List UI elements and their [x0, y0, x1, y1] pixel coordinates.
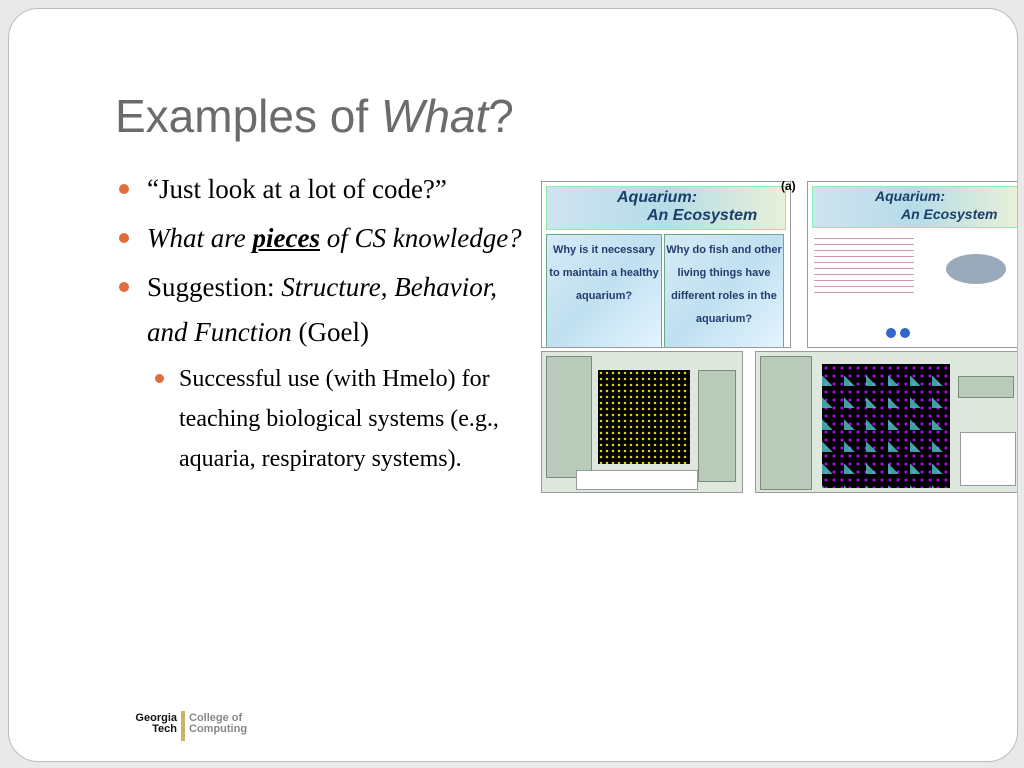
simulation-grid: [598, 370, 690, 464]
bullet-item: [119, 216, 539, 261]
text-block: [814, 238, 914, 298]
logo-org-line1: Georgia: [135, 712, 177, 724]
simulation-grid: [822, 364, 950, 488]
bullet-text: Suggestion:: [147, 272, 282, 302]
slide: [8, 8, 1018, 762]
figure-label-a: (a): [781, 179, 796, 193]
gills-info-image: [807, 181, 1018, 348]
aquarium-banner: [546, 186, 786, 230]
bullet-text: “Just look at a lot of code?”: [147, 174, 447, 204]
bullet-item: [119, 265, 539, 355]
logo-divider: [181, 711, 185, 741]
banner-subtitle: An Ecosystem: [901, 206, 998, 222]
aquarium-intro-image: [541, 181, 791, 348]
bullet-text: of CS knowledge?: [319, 223, 522, 253]
title-suffix: ?: [488, 90, 514, 142]
monitor-panel: [958, 376, 1014, 398]
monitor-panel: [698, 370, 736, 482]
banner-title: Aquarium:: [875, 188, 945, 204]
title-emphasis: What: [380, 90, 489, 142]
logo-org-line2: Tech: [152, 723, 177, 735]
question-pane: Why do fish and other living things have different roles in the aquarium?: [664, 234, 784, 348]
plot-area: [960, 432, 1016, 486]
logo-dept-line2: Computing: [189, 723, 248, 735]
title-prefix: Examples of: [115, 90, 381, 142]
slide-title: [115, 89, 514, 143]
plot-area: [576, 470, 698, 490]
banner-title: Aquarium:: [617, 189, 697, 206]
control-panel: [760, 356, 812, 490]
bullet-list: [119, 167, 539, 479]
bullet-text: What are: [147, 223, 253, 253]
banner-subtitle: An Ecosystem: [647, 207, 758, 224]
bullet-text: (Goel): [291, 317, 369, 347]
logo-dept-line1: College of: [189, 712, 243, 724]
bullet-item: [119, 167, 539, 212]
sub-bullet-text: Successful use (with Hmelo) for teaching biological systems (e.g., aquaria, respiratory systems).: [179, 366, 499, 472]
simulation-image-2: [755, 351, 1018, 493]
nav-dot[interactable]: [886, 328, 896, 338]
fish-diagram: [946, 254, 1006, 284]
bullet-emphasis: Structure, Behavior, and Function: [147, 272, 497, 347]
control-panel: [546, 356, 592, 478]
sub-bullet-item: [147, 359, 539, 479]
question-pane: Why is it necessary to maintain a healthy aquarium?: [546, 234, 662, 348]
aquarium-banner: [812, 186, 1018, 228]
bullet-keyword: pieces: [252, 223, 320, 253]
simulation-image-1: [541, 351, 743, 493]
nav-dot[interactable]: [900, 328, 910, 338]
